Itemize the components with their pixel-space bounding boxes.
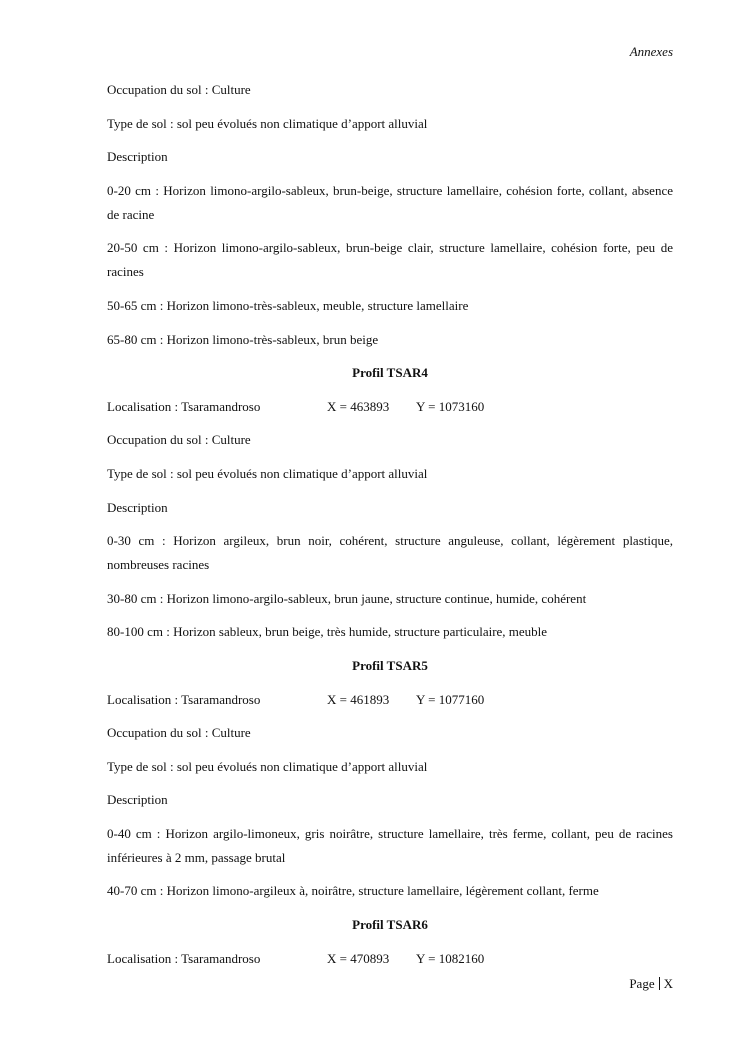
profile-title-tsar6: Profil TSAR6 xyxy=(352,917,428,933)
horizon-line: 0-20 cm : Horizon limono-argilo-sableux, brun-beige, structure lamellaire, cohésion forte, collant, absence de racine xyxy=(107,182,673,222)
location-label: Localisation : Tsaramandroso xyxy=(107,950,261,966)
soil-type: Type de sol : sol peu évolués non climatique d’apport alluvial xyxy=(107,758,428,774)
land-use: Occupation du sol : Culture xyxy=(107,432,251,448)
page-content xyxy=(107,78,673,980)
coord-y: Y = 1073160 xyxy=(416,398,485,414)
running-header: Annexes xyxy=(629,44,673,59)
soil-type: Type de sol : sol peu évolués non climatique d’apport alluvial xyxy=(107,465,428,481)
coord-x: X = 463893 xyxy=(327,398,390,414)
horizon-line: 50-65 cm : Horizon limono-très-sableux, meuble, structure lamellaire xyxy=(107,297,469,313)
soil-type: Type de sol : sol peu évolués non climatique d’apport alluvial xyxy=(107,115,428,131)
land-use: Occupation du sol : Culture xyxy=(107,82,251,97)
page-label: Page xyxy=(629,976,655,991)
horizon-line: 40-70 cm : Horizon limono-argileux à, noirâtre, structure lamellaire, légèrement collant, ferme xyxy=(107,883,599,899)
horizon-line: 0-30 cm : Horizon argileux, brun noir, cohérent, structure anguleuse, collant, légèrement plastique, nombreuses racines xyxy=(107,533,673,573)
location-row xyxy=(107,395,673,419)
horizon-line: 0-40 cm : Horizon argilo-limoneux, gris noirâtre, structure lamellaire, très ferme, collant, peu de racines inférieures à 2 mm, passage brutal xyxy=(107,825,673,865)
horizon-line: 20-50 cm : Horizon limono-argilo-sableux, brun-beige clair, structure lamellaire, cohésion forte, peu de racines xyxy=(107,240,673,280)
footer-separator xyxy=(659,977,660,990)
description-label: Description xyxy=(107,499,168,515)
description-label: Description xyxy=(107,792,168,808)
coord-y: Y = 1082160 xyxy=(416,950,485,966)
location-label: Localisation : Tsaramandroso xyxy=(107,398,261,414)
description-label: Description xyxy=(107,149,168,165)
coord-x: X = 470893 xyxy=(327,950,390,966)
land-use: Occupation du sol : Culture xyxy=(107,725,251,741)
page-footer xyxy=(629,976,673,992)
coord-y: Y = 1077160 xyxy=(416,691,485,707)
page-number: X xyxy=(663,976,673,991)
coord-x: X = 461893 xyxy=(327,691,390,707)
horizon-line: 65-80 cm : Horizon limono-très-sableux, brun beige xyxy=(107,331,379,347)
horizon-line: 80-100 cm : Horizon sableux, brun beige, très humide, structure particulaire, meuble xyxy=(107,624,548,640)
location-row xyxy=(107,688,673,712)
profile-title-tsar5: Profil TSAR5 xyxy=(352,657,428,673)
location-row xyxy=(107,947,673,971)
location-label: Localisation : Tsaramandroso xyxy=(107,691,261,707)
horizon-line: 30-80 cm : Horizon limono-argilo-sableux, brun jaune, structure continue, humide, cohérent xyxy=(107,590,587,606)
profile-title-tsar4: Profil TSAR4 xyxy=(352,365,428,381)
